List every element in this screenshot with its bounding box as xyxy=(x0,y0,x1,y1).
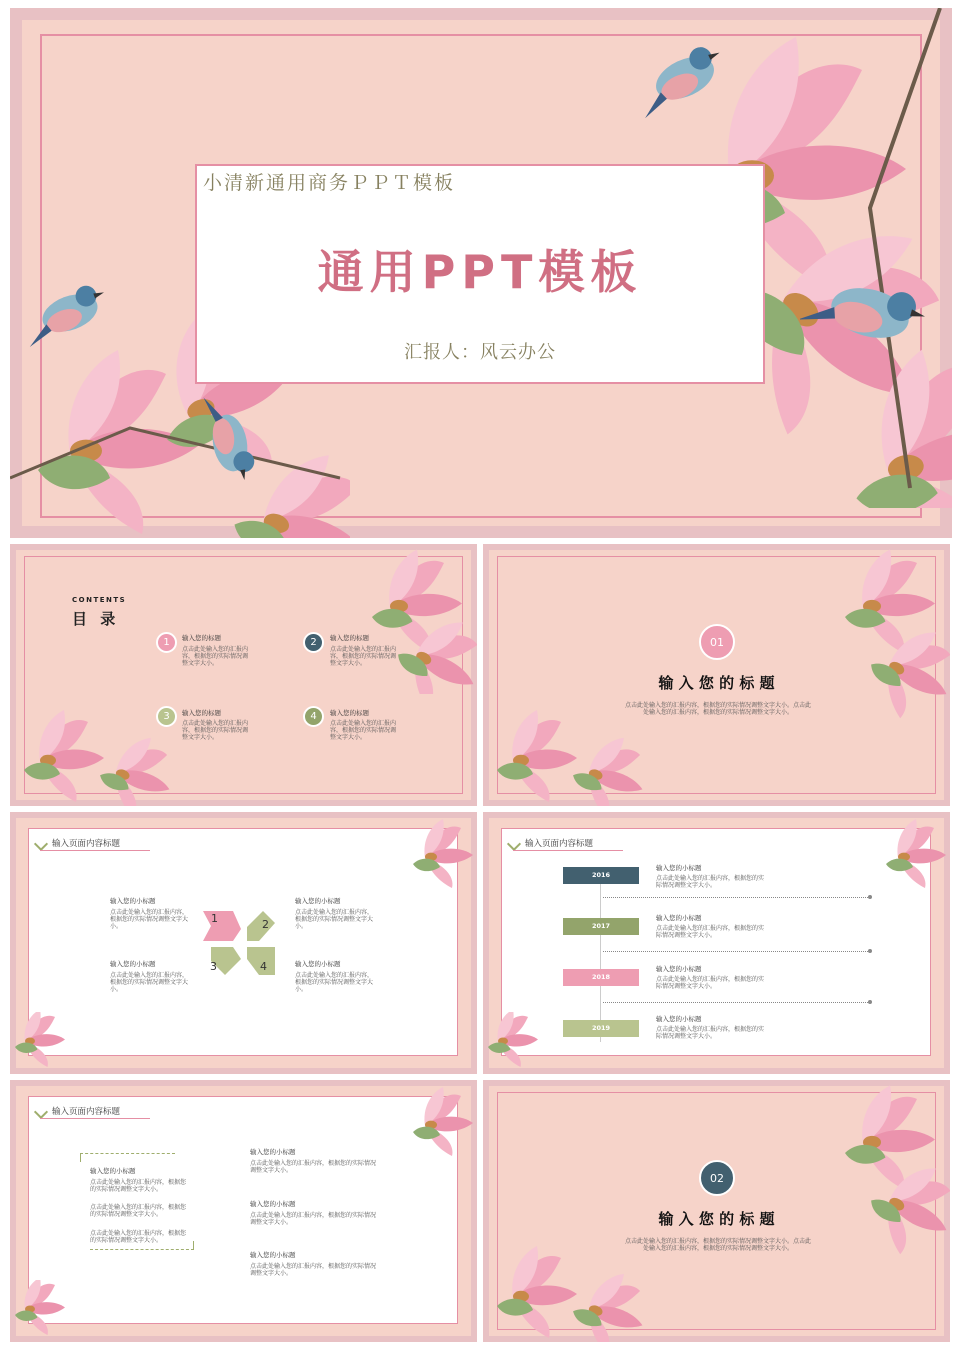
magnolia-illustration xyxy=(823,1080,950,1260)
cross-number: 4 xyxy=(260,960,267,973)
cross-number: 1 xyxy=(211,912,218,925)
list-right-body: 点击此处输入您的汇报内容，根据您的实际情况调整文字大小。 xyxy=(250,1263,377,1277)
dotted-connector xyxy=(603,897,868,898)
list-right-title: 输入您的小标题 xyxy=(250,1251,296,1259)
connector-dot xyxy=(868,895,872,899)
bird-illustration xyxy=(195,388,265,498)
timeline-item-title: 输入您的小标题 xyxy=(656,1015,702,1023)
toc-item-title[interactable]: 输入您的标题 xyxy=(182,709,221,717)
toc-label-cn: 目 录 xyxy=(72,610,120,628)
cross-item-body: 点击此处输入您的汇报内容，根据您的实际情况调整文字大小。 xyxy=(110,972,189,993)
bird-illustration xyxy=(800,268,940,358)
section-number-badge: 02 xyxy=(699,1160,735,1196)
toc-item-body: 点击此处输入您的汇报内容，根据您的实际情况调整文字大小。 xyxy=(330,646,397,667)
timeline-item-body: 点击此处输入您的汇报内容，根据您的实际情况调整文字大小。 xyxy=(656,925,765,939)
cross-item-title: 输入您的小标题 xyxy=(295,960,341,968)
section-number-badge: 01 xyxy=(699,624,735,660)
cover-title: 通用PPT模板 xyxy=(317,245,643,299)
cover-subtitle: 小清新通用商务ＰＰＴ模板 xyxy=(203,172,456,194)
connector-dot xyxy=(868,1000,872,1004)
section-02-slide[interactable] xyxy=(483,1080,950,1342)
section-body: 点击此处输入您的汇报内容，根据您的实际情况调整文字大小。点击此处输入您的汇报内容，根据您的实际情况调整文字大小。 xyxy=(624,702,811,716)
timeline-item-title: 输入您的小标题 xyxy=(656,864,702,872)
cross-item-title: 输入您的小标题 xyxy=(110,897,156,905)
section-title: 输 入 您 的 标 题 xyxy=(658,1210,775,1228)
dotted-connector xyxy=(603,951,868,952)
timeline-item-body: 点击此处输入您的汇报内容，根据您的实际情况调整文字大小。 xyxy=(656,1026,765,1040)
header-underline xyxy=(513,850,623,851)
toc-number-2: 2 xyxy=(303,632,324,653)
magnolia-illustration xyxy=(10,684,190,806)
toc-item-body: 点击此处输入您的汇报内容，根据您的实际情况调整文字大小。 xyxy=(182,646,249,667)
year-label: 2016 xyxy=(591,871,611,879)
header-underline xyxy=(40,1118,150,1119)
cross-item-title: 输入您的小标题 xyxy=(110,960,156,968)
timeline-item-body: 点击此处输入您的汇报内容，根据您的实际情况调整文字大小。 xyxy=(656,875,765,889)
connector-dot xyxy=(868,949,872,953)
timeline-item-body: 点击此处输入您的汇报内容，根据您的实际情况调整文字大小。 xyxy=(656,976,765,990)
magnolia-illustration xyxy=(823,544,950,724)
cross-number: 3 xyxy=(210,960,217,973)
cross-number: 2 xyxy=(262,918,269,931)
list-right-title: 输入您的小标题 xyxy=(250,1148,296,1156)
list-left-item: 点击此处输入您的汇报内容，根据您的实际情况调整文字大小。 xyxy=(90,1204,187,1218)
magnolia-illustration xyxy=(483,1012,553,1074)
toc-slide[interactable] xyxy=(10,544,477,806)
toc-number-1: 1 xyxy=(156,632,177,653)
bird-illustration xyxy=(20,278,120,348)
page-header-title: 输入页面内容标题 xyxy=(52,839,121,849)
cross-item-body: 点击此处输入您的汇报内容，根据您的实际情况调整文字大小。 xyxy=(295,972,374,993)
cross-item-body: 点击此处输入您的汇报内容，根据您的实际情况调整文字大小。 xyxy=(110,909,189,930)
header-underline xyxy=(40,850,150,851)
magnolia-illustration xyxy=(878,812,950,922)
list-right-body: 点击此处输入您的汇报内容，根据您的实际情况调整文字大小。 xyxy=(250,1160,377,1174)
page-header-title: 输入页面内容标题 xyxy=(525,839,594,849)
dotted-connector xyxy=(603,1002,868,1003)
magnolia-illustration xyxy=(10,1012,80,1074)
list-left-item: 点击此处输入您的汇报内容，根据您的实际情况调整文字大小。 xyxy=(90,1230,187,1244)
timeline-item-title: 输入您的小标题 xyxy=(656,965,702,973)
list-right-title: 输入您的小标题 xyxy=(250,1200,296,1208)
cross-item-body: 点击此处输入您的汇报内容，根据您的实际情况调整文字大小。 xyxy=(295,909,374,930)
year-label: 2017 xyxy=(591,922,611,930)
toc-item-title[interactable]: 输入您的标题 xyxy=(330,709,369,717)
bird-illustration xyxy=(630,38,740,118)
timeline-item-title: 输入您的小标题 xyxy=(656,914,702,922)
toc-item-title[interactable]: 输入您的标题 xyxy=(330,634,369,642)
toc-item-title[interactable]: 输入您的标题 xyxy=(182,634,221,642)
bracket-top xyxy=(80,1153,175,1162)
section-body: 点击此处输入您的汇报内容，根据您的实际情况调整文字大小。点击此处输入您的汇报内容，根据您的实际情况调整文字大小。 xyxy=(624,1238,811,1252)
toc-number-4: 4 xyxy=(303,706,324,727)
toc-item-body: 点击此处输入您的汇报内容，根据您的实际情况调整文字大小。 xyxy=(330,720,397,741)
list-right-body: 点击此处输入您的汇报内容，根据您的实际情况调整文字大小。 xyxy=(250,1212,377,1226)
year-label: 2019 xyxy=(591,1024,611,1032)
cross-item-title: 输入您的小标题 xyxy=(295,897,341,905)
section-01-slide[interactable] xyxy=(483,544,950,806)
toc-number-3: 3 xyxy=(156,706,177,727)
timeline-axis xyxy=(600,882,601,1042)
cover-reporter: 汇报人：风云办公 xyxy=(404,342,556,363)
toc-label-en: CONTENTS xyxy=(72,596,127,604)
bracket-bottom xyxy=(90,1241,194,1250)
magnolia-illustration xyxy=(350,544,477,694)
toc-item-body: 点击此处输入您的汇报内容，根据您的实际情况调整文字大小。 xyxy=(182,720,249,741)
section-title: 输 入 您 的 标 题 xyxy=(658,674,775,692)
list-left-item: 点击此处输入您的汇报内容，根据您的实际情况调整文字大小。 xyxy=(90,1179,187,1193)
magnolia-illustration xyxy=(405,812,477,922)
cover-slide[interactable] xyxy=(10,8,952,538)
list-slide[interactable] xyxy=(10,1080,477,1342)
magnolia-illustration xyxy=(10,1280,80,1342)
magnolia-illustration xyxy=(405,1080,477,1190)
list-left-title: 输入您的小标题 xyxy=(90,1167,136,1175)
page-header-title: 输入页面内容标题 xyxy=(52,1107,121,1117)
year-label: 2018 xyxy=(591,973,611,981)
timeline-slide[interactable] xyxy=(483,812,950,1074)
cross-diagram-slide[interactable] xyxy=(10,812,477,1074)
